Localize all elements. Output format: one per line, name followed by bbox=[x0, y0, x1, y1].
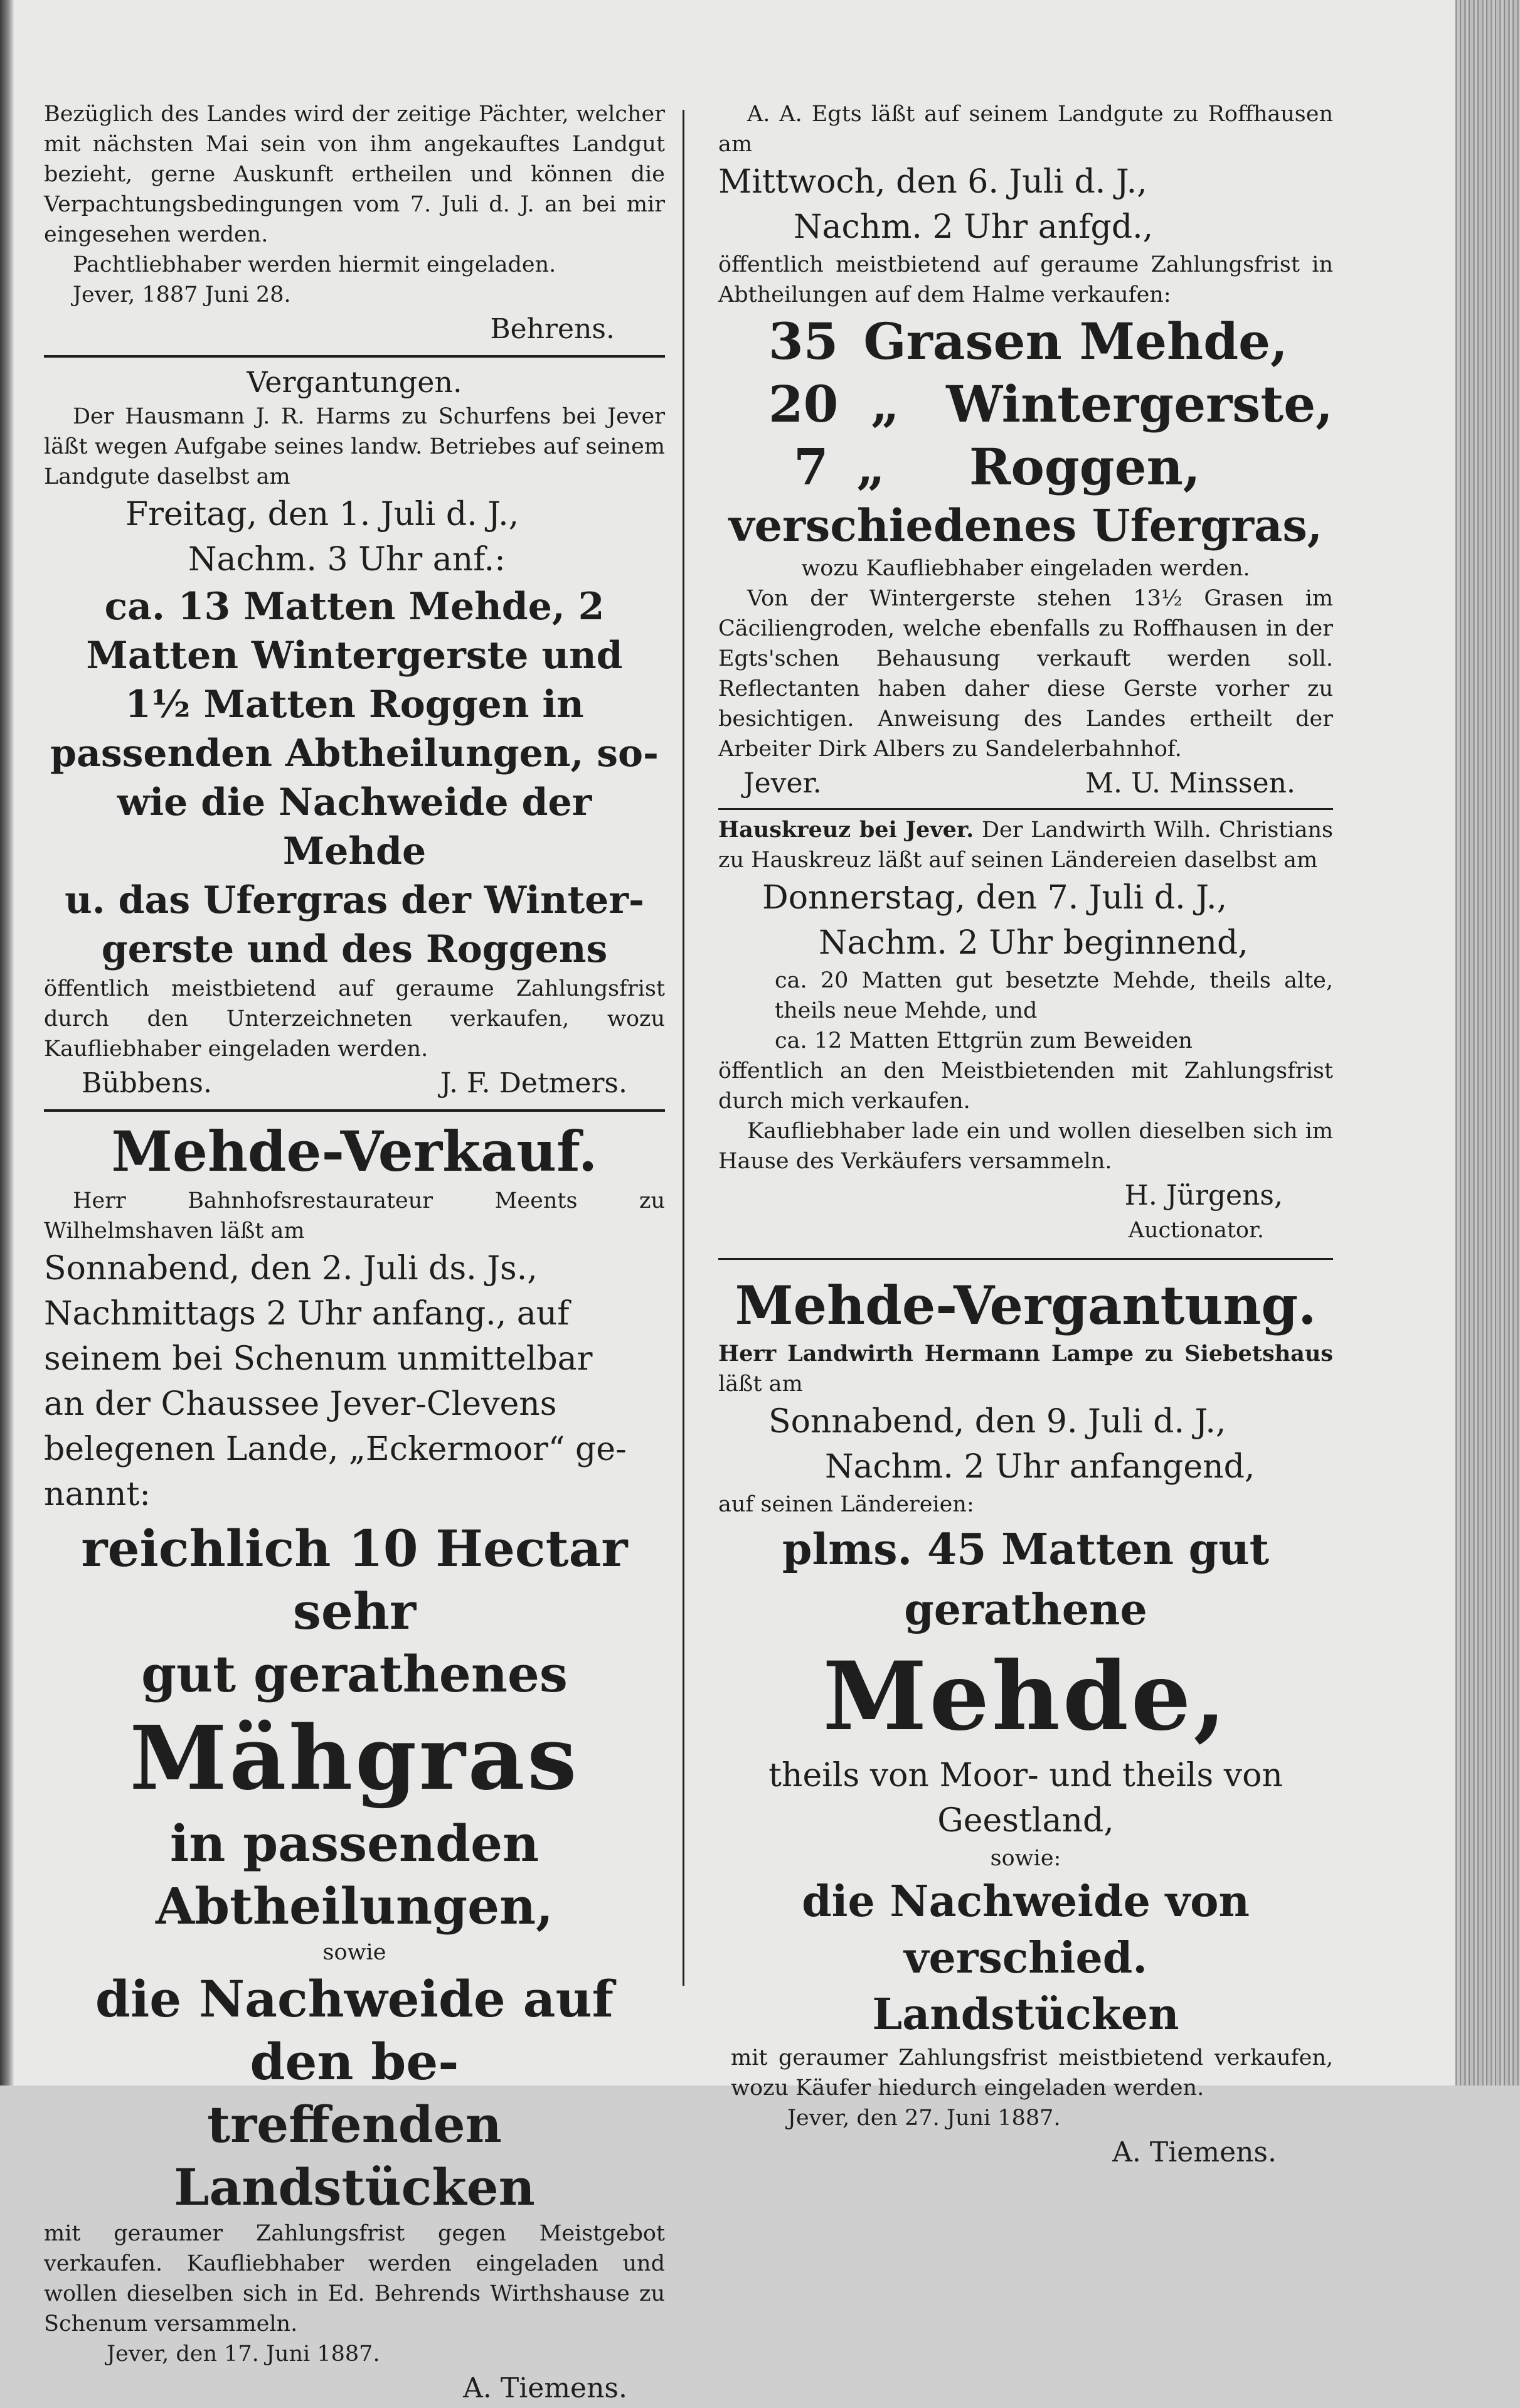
ad3-quantity: 20 bbox=[768, 375, 839, 434]
ad3-time: Nachm. 2 Uhr anfgd., bbox=[794, 208, 1154, 246]
ad2-line: Nachmittags 2 Uhr anfang., auf bbox=[44, 1295, 570, 1333]
ad1-place: Bübbens. bbox=[82, 1067, 212, 1099]
ad5-time: Nachm. 2 Uhr anfangend, bbox=[825, 1448, 1255, 1486]
intro-text: Bezüglich des Landes wird der zeitige Pächter, welcher mit nächsten Mai sein von ihm angekauftes Landgut bezieht, gerne Auskunft ertheilen und können die Verpachtungsbedingungen vom 7. Juli d. J. an bei mir eingesehen werden. bbox=[44, 102, 665, 247]
ad2-line: seinem bei Schenum unmittelbar bbox=[44, 1340, 593, 1378]
ad3-signature: M. U. Minssen. bbox=[1085, 767, 1295, 799]
ad5-heading: Mehde-Vergantung. bbox=[735, 1274, 1317, 1336]
ad3-item: Grasen Mehde, bbox=[863, 312, 1288, 371]
intro-signature: Behrens. bbox=[490, 313, 615, 345]
ad3-quantity: 7 bbox=[794, 437, 829, 496]
ad5-seller: Herr Landwirth Hermann Lampe zu Siebetshaus bbox=[718, 1341, 1333, 1366]
ad2-line: nannt: bbox=[44, 1476, 151, 1513]
ad1-text2: öffentlich meistbietend auf geraume Zahlungsfrist durch den Unterzeichneten verkaufen, wozu Kaufliebhaber eingeladen werden. bbox=[44, 976, 665, 1062]
ad3-quantity: 35 bbox=[768, 312, 839, 371]
ad3-text2: öffentlich meistbietend auf geraume Zahlungsfrist in Abtheilungen auf dem Halme verkaufen: bbox=[718, 252, 1333, 307]
ad4-place: Hauskreuz bei Jever. bbox=[718, 817, 974, 843]
ad2-line: Sonnabend, den 2. Juli ds. Js., bbox=[44, 1250, 538, 1287]
ad2-line: belegenen Lande, „Eckermoor“ ge- bbox=[44, 1430, 627, 1468]
ad3-invite: wozu Kaufliebhaber eingeladen werden. bbox=[801, 556, 1250, 581]
ad1-date: Freitag, den 1. Juli d. J., bbox=[125, 496, 519, 533]
ad5-text2: mit geraumer Zahlungsfrist meistbietend verkaufen, wozu Käufer hiedurch eingeladen werden. bbox=[731, 2045, 1333, 2101]
ad5-date-line: Jever, den 27. Juni 1887. bbox=[787, 2106, 1061, 2131]
ad1-offer-line: passenden Abtheilungen, so- bbox=[50, 732, 659, 775]
ad2-offer-line: die Nachweide auf den be- bbox=[95, 1969, 614, 2091]
ad2-offer-line: in passenden Abtheilungen, bbox=[156, 1814, 553, 1936]
ad3-text3: Von der Wintergerste stehen 13½ Grasen im Cäciliengroden, welche ebenfalls zu Roffhausen in der Egts'schen Behausung verkauft werden soll. Reflectanten haben daher diese Gerste vorher zu besichtigen. Anweisung des Landes ertheilt der Arbeiter Dirk Albers zu Sandelerbahnhof. bbox=[718, 586, 1333, 762]
ad3-item: Wintergerste, bbox=[946, 375, 1333, 434]
ad2-sowie: sowie bbox=[322, 1940, 386, 1965]
ad1-signature: J. F. Detmers. bbox=[440, 1067, 627, 1099]
ad2-offer-line: treffenden Landstücken bbox=[174, 2095, 535, 2217]
ad3-date: Mittwoch, den 6. Juli d. J., bbox=[718, 163, 1147, 201]
separator bbox=[718, 808, 1333, 810]
ad3-text: A. A. Egts läßt auf seinem Landgute zu Roffhausen am bbox=[718, 102, 1333, 157]
separator bbox=[44, 355, 665, 358]
intro-date: Jever, 1887 Juni 28. bbox=[73, 282, 291, 307]
ad5-main-item: Mehde, bbox=[822, 1641, 1229, 1752]
ad5-line: Geestland, bbox=[937, 1802, 1114, 1840]
ad2-text: Herr Bahnhofsrestaurateur Meents zu Wilhelmshaven läßt am bbox=[44, 1188, 665, 1244]
column-divider bbox=[683, 110, 684, 1986]
ad4-item: ca. 20 Matten gut besetzte Mehde, theils alte, theils neue Mehde, und bbox=[775, 968, 1333, 1023]
ad2-main-item: Mähgras bbox=[129, 1707, 580, 1810]
ad1-offer-line: u. das Ufergras der Winter- bbox=[65, 878, 644, 922]
ad1-offer-line: 1½ Matten Roggen in bbox=[125, 683, 584, 727]
ad5-offer-line: Landstücken bbox=[872, 1990, 1179, 2040]
ad5-signature: A. Tiemens. bbox=[1112, 2136, 1277, 2168]
ad2-offer-line: reichlich 10 Hectar sehr bbox=[81, 1519, 628, 1641]
ad4-signature: H. Jürgens, bbox=[1124, 1180, 1283, 1212]
separator bbox=[718, 1258, 1333, 1260]
separator bbox=[44, 1109, 665, 1112]
ad4-time: Nachm. 2 Uhr beginnend, bbox=[819, 924, 1248, 962]
ad3-item: Roggen, bbox=[969, 437, 1201, 496]
ad5-offer-line: die Nachweide von verschied. bbox=[802, 1877, 1250, 1983]
ad1-time: Nachm. 3 Uhr anf.: bbox=[188, 541, 506, 578]
ad3-ditto-mark: „ bbox=[856, 437, 886, 496]
ad1-offer-line: wie die Nachweide der Mehde bbox=[117, 780, 592, 873]
ad1-offer-line: gerste und des Roggens bbox=[101, 927, 608, 971]
ad2-date: Jever, den 17. Juni 1887. bbox=[107, 2341, 380, 2367]
ad1-text: Der Hausmann J. R. Harms zu Schurfens bei Jever läßt wegen Aufgabe seines landw. Betriebes auf seinem Landgute daselbst am bbox=[44, 404, 665, 489]
ad2-text2: mit geraumer Zahlungsfrist gegen Meistgebot verkaufen. Kaufliebhaber werden eingeladen und wollen dieselben sich in Ed. Behrends Wirthshause zu Schenum versammeln. bbox=[44, 2221, 665, 2336]
binding-fold bbox=[0, 0, 14, 2086]
ad5-date: Sonnabend, den 9. Juli d. J., bbox=[768, 1403, 1226, 1441]
ad3-place: Jever. bbox=[743, 767, 822, 799]
ad5-sowie: sowie: bbox=[990, 1846, 1061, 1871]
ad5-line: theils von Moor- und theils von bbox=[768, 1757, 1283, 1794]
ad4-text: Der Landwirth Wilh. Christians zu Hauskreuz läßt auf seinen Ländereien daselbst am bbox=[718, 818, 1333, 873]
ad5-location: auf seinen Ländereien: bbox=[718, 1492, 974, 1517]
ad5-text: läßt am bbox=[718, 1372, 803, 1397]
ad3-ditto-mark: „ bbox=[870, 375, 900, 434]
right-column bbox=[718, 99, 1333, 2172]
ad2-line: an der Chaussee Jever-Clevens bbox=[44, 1385, 557, 1423]
ad4-date: Donnerstag, den 7. Juli d. J., bbox=[762, 879, 1228, 917]
ad2-signature: A. Tiemens. bbox=[463, 2372, 627, 2404]
page-stack-edge bbox=[1455, 0, 1520, 2086]
ad1-heading: Vergantungen. bbox=[247, 365, 462, 399]
intro-invite: Pachtliebhaber werden hiermit eingeladen. bbox=[73, 252, 556, 277]
ad5-offer-line: plms. 45 Matten gut gerathene bbox=[782, 1525, 1270, 1635]
ad3-item: verschiedenes Ufergras, bbox=[728, 499, 1323, 551]
ad4-item: ca. 12 Matten Ettgrün zum Beweiden bbox=[775, 1028, 1193, 1053]
ad2-heading: Mehde-Verkauf. bbox=[111, 1119, 598, 1184]
ad1-offer-line: Matten Wintergerste und bbox=[86, 634, 623, 678]
ad4-text2: öffentlich an den Meistbietenden mit Zahlungsfrist durch mich verkaufen. bbox=[718, 1058, 1333, 1114]
ad4-role: Auctionator. bbox=[1128, 1218, 1264, 1243]
left-column bbox=[44, 99, 665, 2408]
ad1-offer-line: ca. 13 Matten Mehde, 2 bbox=[104, 585, 605, 629]
ad2-offer-line: gut gerathenes bbox=[141, 1644, 568, 1703]
ad4-text3: Kaufliebhaber lade ein und wollen dieselben sich im Hause des Verkäufers versammeln. bbox=[718, 1119, 1333, 1174]
